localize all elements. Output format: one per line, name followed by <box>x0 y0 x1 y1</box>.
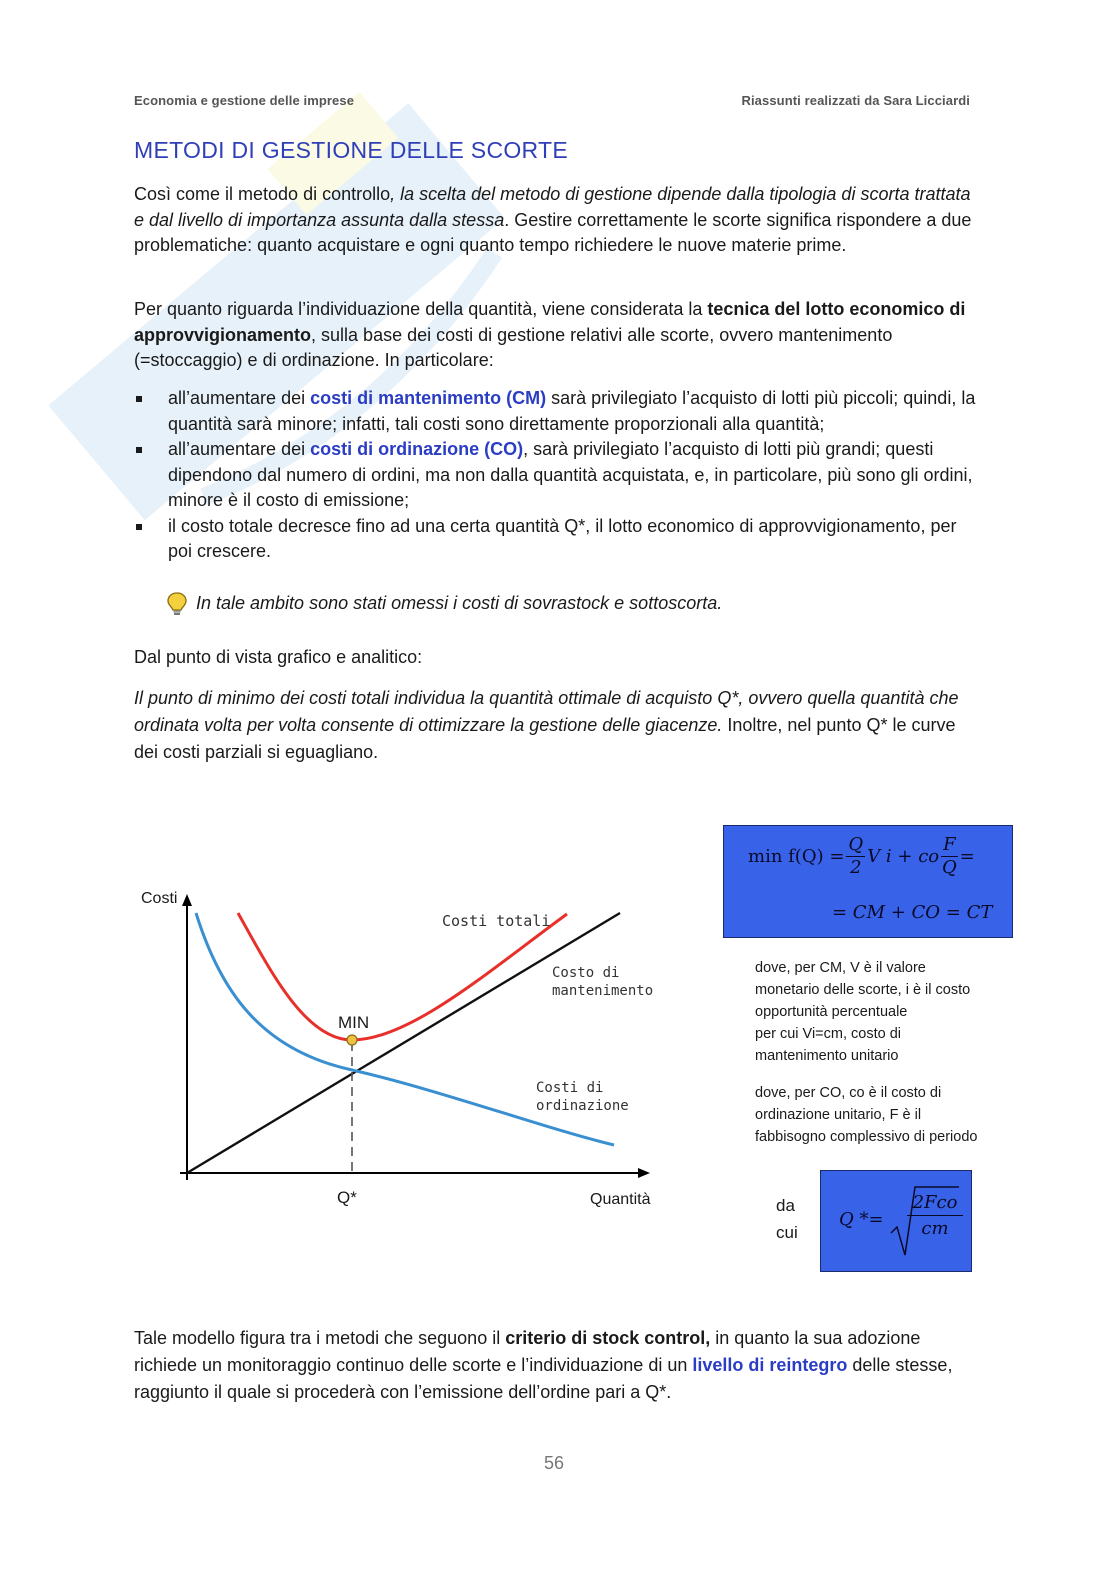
closing-paragraph: Tale modello figura tra i metodi che seguono il criterio di stock control, in quanto la sua adozione richiede un monitoraggio continuo delle scorte e l’individuazione di un livello di reintegro delle stesse, raggiunto il quale si procederà con l’emissione dell’ordine pari a Q*. <box>134 1328 953 1402</box>
qstar-label: Q* <box>337 1188 357 1207</box>
co-explanation: dove, per CO, co è il costo di ordinazione unitario, F è il fabbisogno complessivo di periodo <box>755 1085 978 1145</box>
y-axis-label: Costi <box>141 890 178 907</box>
y-axis-arrow <box>182 894 192 906</box>
cm-explanation: dove, per CM, V è il valore monetario delle scorte, i è il costo opportunità percentuale per cui Vi=cm, costo di mantenimento unitario <box>755 960 971 1064</box>
list-item: all’aumentare dei costi di mantenimento (CM) sarà privilegiato l’acquisto di lotti più piccoli; quindi, la quantità sarà minore; infatti, tali costi sono direttamente proporzionali alla quantità; <box>134 386 984 437</box>
x-axis-label: Quantità <box>590 1191 651 1208</box>
holding-cost-line <box>187 913 620 1173</box>
min-point <box>347 1035 357 1045</box>
eoq-chart <box>130 880 670 1220</box>
list-item: il costo totale decresce fino ad una certa quantità Q*, il lotto economico di approvvigionamento, per poi crescere. <box>134 514 984 565</box>
minimum-paragraph: Il punto di minimo dei costi totali individua la quantità ottimale di acquisto Q*, ovvero quella quantità che ordinata volta per volta consente di ottimizzare la gestione delle giacenze. Inoltre, nel punto Q* le curve dei costi parziali si eguagliano. <box>134 688 959 762</box>
graph-intro: Dal punto di vista grafico e analitico: <box>134 647 423 667</box>
page-number: 56 <box>543 1453 565 1473</box>
holding-cost-label-2: mantenimento <box>552 983 654 999</box>
total-cost-label: Costi totali <box>442 912 551 930</box>
intro-paragraph-2: Per quanto riguarda l’individuazione della quantità, viene considerata la tecnica del lotto economico di approvvigionamento, sulla base dei costi di gestione relativi alle scorte, ovvero mantenimento (=stoccaggio) e di ordinazione. In particolare: <box>134 299 966 370</box>
min-label: MIN <box>338 1013 370 1032</box>
intro-paragraph-1: Così come il metodo di controllo, la scelta del metodo di gestione dipende dalla tipologia di scorta trattata e dal livello di importanza assunta dalla stessa. Gestire correttamente le scorte significa rispondere a due problematiche: quanto acquistare e ogni quanto tempo richiedere le nuove materie prime. <box>134 184 972 255</box>
list-item: all’aumentare dei costi di ordinazione (CO), sarà privilegiato l’acquisto di lotti più grandi; questi dipendono dal numero di ordini, ma non dalla quantità acquistata, e, in particolare, più sono gli ordini, minore è il costo di emissione; <box>134 437 984 514</box>
lightbulb-icon <box>166 591 188 617</box>
x-axis-arrow <box>638 1168 650 1178</box>
header-left: Economia e gestione delle imprese <box>134 93 355 108</box>
formula-box-cost: min f(Q) = $\frac{Q}{2}$ V i + co $\frac{F}{Q}$ = = CM + CO = CT <box>723 825 1013 938</box>
note: In tale ambito sono stati omessi i costi di sovrastock e sottoscorta. <box>166 591 722 617</box>
order-cost-label-2: ordinazione <box>536 1098 629 1114</box>
section-title: METODI DI GESTIONE DELLE SCORTE <box>134 137 569 163</box>
da-cui-label: da cui <box>776 1196 798 1242</box>
holding-cost-label-1: Costo di <box>552 965 620 981</box>
header-right: Riassunti realizzati da Sara Licciardi <box>741 93 970 108</box>
bullet-list <box>134 386 984 565</box>
formula-box-eoq: Q *= 2Fco cm <box>820 1170 972 1272</box>
order-cost-label-1: Costi di <box>536 1080 604 1096</box>
total-cost-curve <box>238 913 567 1040</box>
